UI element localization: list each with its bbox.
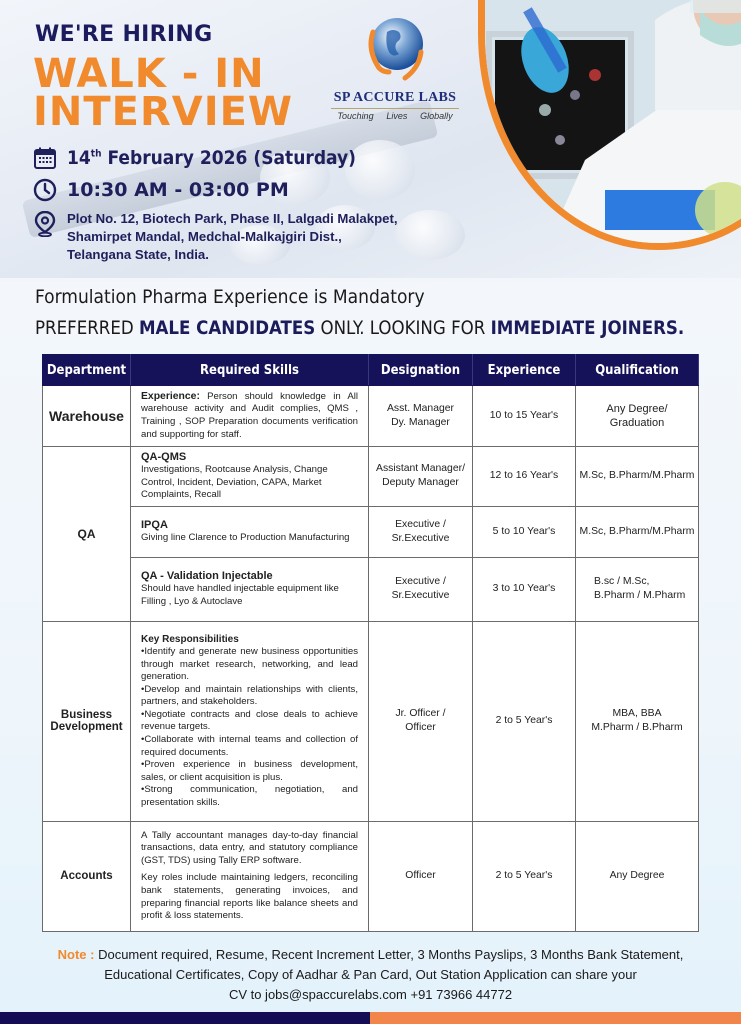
globe-icon (359, 12, 431, 84)
date-text: 14th February 2026 (Saturday) (67, 147, 356, 169)
skills-cell: QA-QMS Investigations, Rootcause Analysis, Change Control, Incident, Deviation, CAPA, Market Complaints, Recall (131, 447, 369, 507)
interview-time (33, 178, 289, 202)
header-department: Department (43, 355, 131, 386)
logo-divider (331, 108, 459, 109)
experience-cell: 2 to 5 Year's (473, 821, 576, 931)
table-row-business-development (43, 621, 699, 821)
designation-cell: Asst. Manager Dy. Manager (369, 386, 473, 447)
table-row-qa-validation (43, 557, 699, 621)
experience-cell: 12 to 16 Year's (473, 447, 576, 507)
header-required-skills: Required Skills (131, 355, 369, 386)
skills-cell: IPQA Giving line Clarence to Production Manufacturing (131, 506, 369, 557)
company-logo (325, 12, 465, 121)
designation-cell: Executive / Sr.Executive (369, 506, 473, 557)
designation-cell: Officer (369, 821, 473, 931)
hiring-label: WE'RE HIRING (35, 22, 213, 47)
qualification-cell: Any Degree/ Graduation (576, 386, 699, 447)
interview-date (33, 146, 356, 170)
experience-cell: 2 to 5 Year's (473, 621, 576, 821)
experience-cell: 5 to 10 Year's (473, 506, 576, 557)
clock-icon (33, 178, 57, 202)
skills-cell: QA - Validation Injectable Should have handled injectable equipment like Filling , Lyo & Autoclave (131, 557, 369, 621)
calendar-icon (33, 146, 57, 170)
pill-image (395, 210, 465, 260)
designation-cell: Jr. Officer / Officer (369, 621, 473, 821)
experience-cell: 3 to 10 Year's (473, 557, 576, 621)
walk-in-line-2: INTERVIEW (33, 89, 294, 135)
designation-cell: Assistant Manager/ Deputy Manager (369, 447, 473, 507)
time-text: 10:30 AM - 03:00 PM (67, 179, 289, 201)
table-row-qa-qms (43, 447, 699, 507)
table-header-row (43, 355, 699, 386)
vacancies-table (42, 354, 699, 932)
qualification-cell: M.Sc, B.Pharm/M.Pharm (576, 447, 699, 507)
qualification-cell: Any Degree (576, 821, 699, 931)
qualification-cell: M.Sc, B.Pharm/M.Pharm (576, 506, 699, 557)
note-label: Note : (57, 947, 95, 962)
dept-cell: QA (43, 447, 131, 622)
interview-address (33, 210, 398, 264)
table-row-ipqa (43, 506, 699, 557)
tagline: Touching Lives Globally (337, 111, 453, 121)
walk-in-title (33, 51, 294, 135)
dept-cell: Business Development (43, 621, 131, 821)
table-row-accounts (43, 821, 699, 931)
scientist-photo (478, 0, 741, 250)
dept-cell: Warehouse (43, 386, 131, 447)
header-designation: Designation (369, 355, 473, 386)
dept-cell: Accounts (43, 821, 131, 931)
header-experience: Experience (473, 355, 576, 386)
qualification-cell: B.sc / M.Sc, B.Pharm / M.Pharm (576, 557, 699, 621)
skills-cell: A Tally accountant manages day-to-day financial transactions, data entry, and statutory compliance (GST, TDS) using Tally ERP software. Key roles include maintaining ledgers, reconciling bank statements, generating invoices, and preparing financial reports like balance sheets and profit & loss statements. (131, 821, 369, 931)
qualification-cell: MBA, BBA M.Pharm / B.Pharm (576, 621, 699, 821)
skills-cell: Experience: Person should knowledge in All warehouse activity and Audit complies, QMS , Training , SOP Preparation documents verification and supporting for staff. (131, 386, 369, 447)
documents-note: Note : Document required, Resume, Recent Increment Letter, 3 Months Payslips, 3 Months Bank Statement, Educational Certificates, Copy of Aadhar & Pan Card, Out Station Application can share your CV to jobs@spaccurelabs.com +91 73966 44772 (0, 945, 741, 1005)
preferred-note: PREFERRED MALE CANDIDATES ONLY. LOOKING FOR IMMEDIATE JOINERS. (35, 318, 685, 339)
header-qualification: Qualification (576, 355, 699, 386)
address-text: Plot No. 12, Biotech Park, Phase II, Lalgadi Malakpet, Shamirpet Mandal, Medchal-Malkajgiri Dist., Telangana State, India. (67, 211, 398, 262)
skills-cell: Key Responsibilities •Identify and generate new business opportunities through market research, networking, and lead generation. •Develop and maintain relationships with clients, partners, and stakeholders. •Negotiate contracts and close deals to achieve revenue targets. •Collaborate with internal teams and collection of required documents. •Proven experience in business development, sales, or client acquisition is plus. •Strong communication, negotiation, and presentation skills. (131, 621, 369, 821)
experience-cell: 10 to 15 Year's (473, 386, 576, 447)
walk-in-line-1: WALK - IN (33, 51, 265, 97)
location-pin-icon (33, 212, 57, 236)
footer-bar-orange (370, 1012, 741, 1024)
brand-name: SP ACCURE LABS (333, 90, 457, 105)
footer-bar-navy (0, 1012, 370, 1024)
mandatory-note: Formulation Pharma Experience is Mandatory (35, 286, 425, 308)
table-row-warehouse (43, 386, 699, 447)
contact-line: CV to jobs@spaccurelabs.com +91 73966 44772 (228, 987, 513, 1002)
designation-cell: Executive / Sr.Executive (369, 557, 473, 621)
